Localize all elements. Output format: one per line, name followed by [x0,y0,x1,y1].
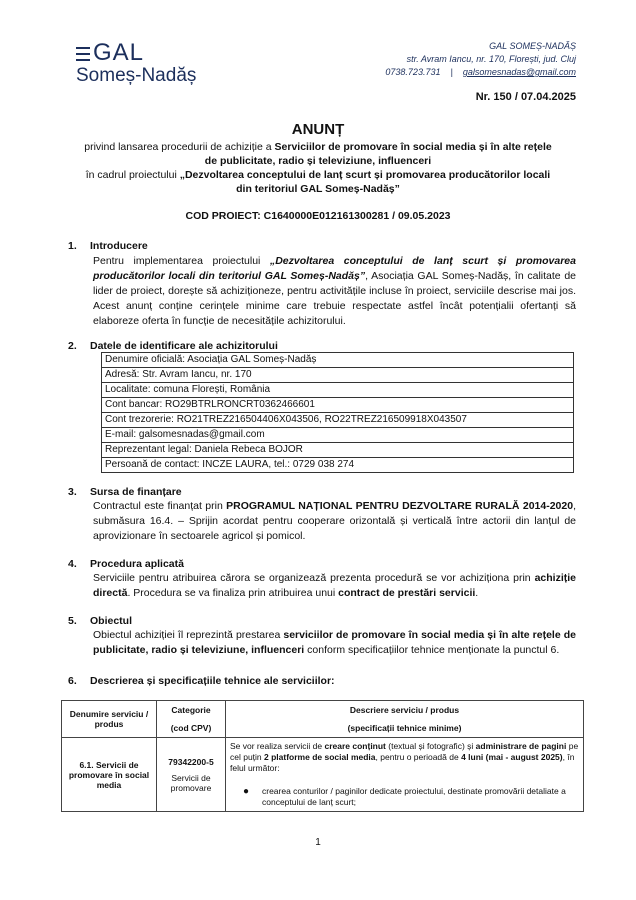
table-row [62,738,584,812]
s4-direct-acquisition: achiziție directă [93,572,576,599]
s1-text-2: , Asociația GAL Someș-Nadăș, în calitate de lider de proiect, dorește să achiziționeze, pentru activitățile incluse în proiect, serviciile descrise mai jos. Acest anunț conține cerințele minime care trebuie respectate astfel încât potențialii ofertanți să elaboreze oferta în funcție de necesitățile achizitorului. [93,270,576,327]
s4-text-2: . Procedura se va finaliza prin atribuirea unui [127,587,339,599]
section-number: 4. [68,558,77,570]
document-number: Nr. 150 / 07.04.2025 [475,91,576,103]
desc-part: , pentru o perioadă de [375,752,462,762]
description-cell [226,738,584,812]
table-row [102,353,574,368]
table-cell: Cont bancar: RO29BTRLRONCRT0362466601 [102,398,574,413]
intro-project: „Dezvoltarea conceptului de lanț scurt și promovarea producătorilor locali din teritoriul GAL Someș-Nadăș” [179,169,551,195]
s4-contract-type: contract de prestări servicii [338,587,476,599]
header-description [226,701,584,738]
table-cell: Reprezentant legal: Daniela Rebeca BOJOR [102,443,574,458]
contact-separator: | [450,67,453,77]
service-name-cell: 6.1. Servicii de promovare în social media [62,738,157,812]
table-cell: Localitate: comuna Florești, România [102,383,574,398]
logo-bars-icon [76,43,90,65]
org-address: str. Avram Iancu, nr. 170, Florești, jud. Cluj [406,54,576,64]
org-phone: 0738.723.731 [385,67,441,77]
section-title: Descrierea și specificațiile tehnice ale serviciilor: [90,675,335,687]
table-cell: E-mail: galsomesnadas@gmail.com [102,428,574,443]
intro [80,140,556,196]
desc-bold: 2 platforme de social media [264,752,376,762]
desc-bold: 4 luni (mai - august 2025) [461,752,563,762]
intro-line-1 [80,140,556,168]
desc-bold: creare conținut [324,741,386,751]
s5-text: Obiectul achiziției îl reprezintă prestarea [93,629,284,641]
header-description-title: Descriere serviciu / produs [349,705,460,715]
org-phone-email [385,66,576,79]
cpv-code: 79342200-5 [168,756,214,767]
s3-program: PROGRAMUL NAȚIONAL PENTRU DEZVOLTARE RURALĂ 2014-2020 [226,500,574,512]
desc-part: Se vor realiza servicii de [230,741,325,751]
intro-text: privind lansarea procedurii de achiziție a [84,141,275,153]
intro-line-2 [80,168,556,196]
table-row [102,413,574,428]
section-5-body [93,628,576,658]
table-row [102,443,574,458]
section-4-heading [68,558,184,570]
header-contact [385,40,576,79]
desc-bold: administrare de pagini [475,741,567,751]
desc-part: pe cel puțin [230,741,579,762]
s1-project-name: „Dezvoltarea conceptului de lanț scurt și promovarea producătorilor locali din teritoriul GAL Someș-Nadăș” [93,255,576,282]
section-1-heading [68,240,148,252]
section-4-body [93,571,576,601]
section-3-heading [68,486,182,498]
section-number: 3. [68,486,77,498]
table-row [102,383,574,398]
bullet-text: crearea conturilor / paginilor dedicate proiectului, destinate promovării detaliate a conceptului de lanț scurt; [262,786,566,807]
section-number: 1. [68,240,77,252]
description-text [230,741,579,774]
section-title: Sursa de finanțare [90,486,182,498]
intro-services: Serviciilor de promovare în social media și în alte rețele de publicitate, radio și televiziune, influenceri [204,141,552,167]
category-cell [157,738,226,812]
section-5-heading [68,615,132,627]
section-number: 5. [68,615,77,627]
table-header-row [62,701,584,738]
section-title: Datele de identificare ale achizitorului [90,340,278,352]
logo-subtitle: Someș-Nadăș [76,65,197,86]
section-6-heading [68,675,335,687]
s1-text: Pentru implementarea proiectului [93,255,270,267]
header-description-sub: (specificații tehnice minime) [347,723,462,733]
logo-gal [76,41,144,65]
table-cell: Cont trezorerie: RO21TREZ216504406X043506, RO22TREZ216509918X043507 [102,413,574,428]
document-title: ANUNȚ [291,121,345,138]
org-email-link[interactable]: galsomesnadas@gmail.com [462,67,576,77]
page-number: 1 [315,837,321,848]
cod-proiect: COD PROIECT: C1640000E012161300281 / 09.05.2023 [185,210,451,222]
desc-part: , în felul următor: [230,752,575,773]
header-category-cpv: (cod CPV) [170,723,212,733]
cpv-name: Servicii de promovare [170,772,212,793]
intro-text-2: în cadrul proiectului [85,169,180,181]
section-1-body [93,254,576,329]
table-row [102,368,574,383]
org-name: GAL SOMEȘ-NADĂȘ [489,41,576,51]
services-spec-table [61,700,584,812]
section-2-heading [68,340,278,352]
table-cell: Persoană de contact: INCZE LAURA, tel.: 0729 038 274 [102,458,574,473]
s5-services: serviciilor de promovare în social media și în alte rețele de publicitate, radio și televiziune, influenceri [93,629,576,656]
section-title: Introducere [90,240,148,252]
table-row [102,398,574,413]
table-cell: Denumire oficială: Asociația GAL Someș-Nadăș [102,353,574,368]
section-number: 6. [68,675,77,687]
table-row [102,428,574,443]
s3-text-2: , submăsura 16.4. – Sprijin acordat pentru cooperare orizontală și verticală între actorii din lanțul de aprovizionare în sectoarele agricol și pomicol. [93,500,576,542]
s4-text-3: . [475,587,479,599]
s3-text: Contractul este finanțat prin [93,500,227,512]
bullet-icon: ● [242,786,250,797]
gal-logo [76,41,236,89]
buyer-identification-table [101,352,574,473]
section-title: Procedura aplicată [90,558,184,570]
s4-text: Serviciile pentru atribuirea cărora se organizează prezenta procedură se vor achiziționa prin [93,572,535,584]
header-category-title: Categorie [171,705,211,715]
bullet-item [230,786,579,808]
logo-gal-text: GAL [93,39,145,66]
table-row [102,458,574,473]
s5-text-2: conform specificațiilor tehnice menționate la punctul 6. [304,644,560,656]
header-service-name: Denumire serviciu / produs [62,701,157,738]
header-category [157,701,226,738]
table-cell: Adresă: Str. Avram Iancu, nr. 170 [102,368,574,383]
section-3-body [93,499,576,544]
desc-part: (textual și fotografic) și [385,741,476,751]
section-number: 2. [68,340,77,352]
section-title: Obiectul [90,615,133,627]
